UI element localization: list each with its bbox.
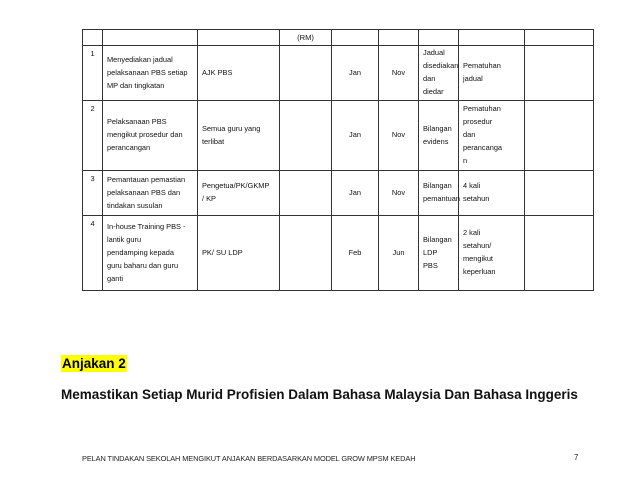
section-subtitle: Memastikan Setiap Murid Profisien Dalam Bahasa Malaysia Dan Bahasa Inggeris (61, 387, 578, 402)
row-number: 3 (83, 171, 103, 216)
budget-cell (280, 101, 332, 171)
table-header-row (83, 30, 594, 46)
budget-cell (280, 216, 332, 291)
start-month-cell: Feb (332, 216, 379, 291)
budget-unit-label: (RM) (280, 30, 332, 46)
start-month-cell: Jan (332, 171, 379, 216)
indicator-cell: Bilangan LDP PBS (419, 216, 459, 291)
table-row (83, 216, 594, 291)
start-month-cell: Jan (332, 101, 379, 171)
responsible-cell: Semua guru yang terlibat (198, 101, 280, 171)
activity-cell: Pelaksanaan PBS mengikut prosedur dan perancangan (103, 101, 198, 171)
table-row (83, 46, 594, 101)
row-number: 1 (83, 46, 103, 101)
row-number: 4 (83, 216, 103, 291)
page-number: 7 (574, 453, 579, 462)
remarks-cell (525, 171, 594, 216)
page-footer: PELAN TINDAKAN SEKOLAH MENGIKUT ANJAKAN BERDASARKAN MODEL GROW MPSM KEDAH (82, 454, 416, 463)
budget-cell (280, 171, 332, 216)
indicator-cell: Jadual disediakan dan diedar (419, 46, 459, 101)
output-cell: Pematuhan jadual (459, 46, 525, 101)
indicator-cell: Bilangan evidens (419, 101, 459, 171)
responsible-cell: PK/ SU LDP (198, 216, 280, 291)
row-number: 2 (83, 101, 103, 171)
end-month-cell: Nov (379, 101, 419, 171)
activity-cell: In-house Training PBS - lantik guru pendamping kepada guru baharu dan guru ganti (103, 216, 198, 291)
activity-cell: Pemantauan pemastian pelaksanaan PBS dan tindakan susulan (103, 171, 198, 216)
end-month-cell: Nov (379, 46, 419, 101)
output-cell: 2 kali setahun/ mengikut keperluan (459, 216, 525, 291)
table-row (83, 171, 594, 216)
activity-cell: Menyediakan jadual pelaksanaan PBS setiap MP dan tingkatan (103, 46, 198, 101)
end-month-cell: Nov (379, 171, 419, 216)
remarks-cell (525, 46, 594, 101)
responsible-cell: Pengetua/PK/GKMP / KP (198, 171, 280, 216)
remarks-cell (525, 101, 594, 171)
remarks-cell (525, 216, 594, 291)
start-month-cell: Jan (332, 46, 379, 101)
section-title: Anjakan 2 (62, 356, 126, 371)
output-cell: 4 kali setahun (459, 171, 525, 216)
action-plan-table (82, 29, 594, 291)
output-cell: Pematuhan prosedur dan perancanga n (459, 101, 525, 171)
budget-cell (280, 46, 332, 101)
indicator-cell: Bilangan pemantuan (419, 171, 459, 216)
table-row (83, 101, 594, 171)
responsible-cell: AJK PBS (198, 46, 280, 101)
end-month-cell: Jun (379, 216, 419, 291)
